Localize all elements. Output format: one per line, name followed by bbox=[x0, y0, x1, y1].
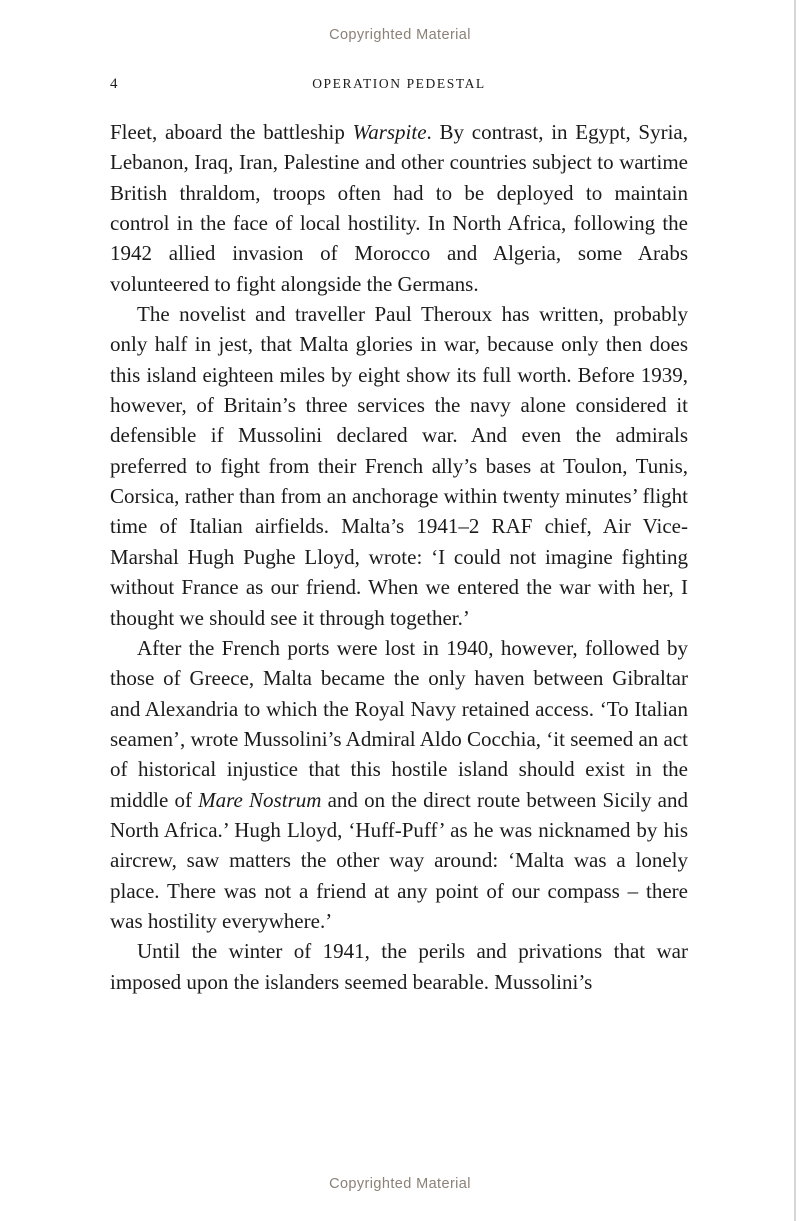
ship-name-italic: Warspite bbox=[352, 120, 427, 144]
body-paragraph bbox=[110, 633, 688, 936]
body-text bbox=[110, 117, 688, 997]
page-number: 4 bbox=[110, 76, 118, 92]
page-scan-edge bbox=[794, 0, 796, 1221]
copyright-notice-bottom: Copyrighted Material bbox=[329, 1176, 471, 1192]
body-paragraph bbox=[110, 299, 688, 633]
latin-phrase-italic: Mare Nostrum bbox=[198, 787, 322, 812]
body-paragraph bbox=[110, 936, 688, 997]
text-segment: and on the direct route between Sicily and North Africa.’ Hugh Lloyd, ‘Huff-Puff’ as he was nicknamed by his aircrew, saw matters the other way around: ‘Malta was a lonely place. There was not a friend at any point of our compass – there was hostility everywhere.’ bbox=[110, 787, 688, 933]
text-segment: Until the winter of 1941, the perils and privations that war imposed upon the islanders seemed bearable. Mussolini’s bbox=[110, 939, 688, 994]
running-header: OPERATION PEDESTAL bbox=[312, 76, 486, 91]
text-segment: The novelist and traveller Paul Theroux has written, probably only half in jest, that Malta glories in war, because only then does this island eighteen miles by eight show its full worth. Before 1939, however, of Britain’s three services the navy alone considered it defensible if Mussolini declared war. And even the admirals preferred to fight from their French ally’s bases at Toulon, Tunis, Corsica, rather than from an anchorage within twenty minutes’ flight time of Italian airfields. Malta’s 1941–2 RAF chief, Air Vice-Marshal Hugh Pughe Lloyd, wrote: ‘I could not imagine fighting without France as our friend. When we entered the war with her, I thought we should see it through together.’ bbox=[110, 302, 688, 630]
text-segment: After the French ports were lost in 1940, however, followed by those of Greece, Malta became the only haven between Gibraltar and Alexandria to which the Royal Navy retained access. ‘To Italian seamen’, wrote Mussolini’s Admiral Aldo Cocchia, ‘it seemed an act of historical injustice that this hostile island should exist in the middle of bbox=[110, 635, 688, 812]
text-segment: Fleet, aboard the battleship bbox=[110, 120, 353, 144]
text-segment: . By contrast, in Egypt, Syria, Lebanon, Iraq, Iran, Palestine and other countries subject to wartime British thraldom, troops often had to be deployed to maintain control in the face of local hostility. In North Africa, following the 1942 allied invasion of Morocco and Algeria, some Arabs volunteered to fight alongside the Germans. bbox=[110, 120, 689, 296]
body-paragraph bbox=[110, 117, 688, 299]
page-header bbox=[110, 76, 688, 96]
copyright-notice-top: Copyrighted Material bbox=[329, 27, 471, 43]
